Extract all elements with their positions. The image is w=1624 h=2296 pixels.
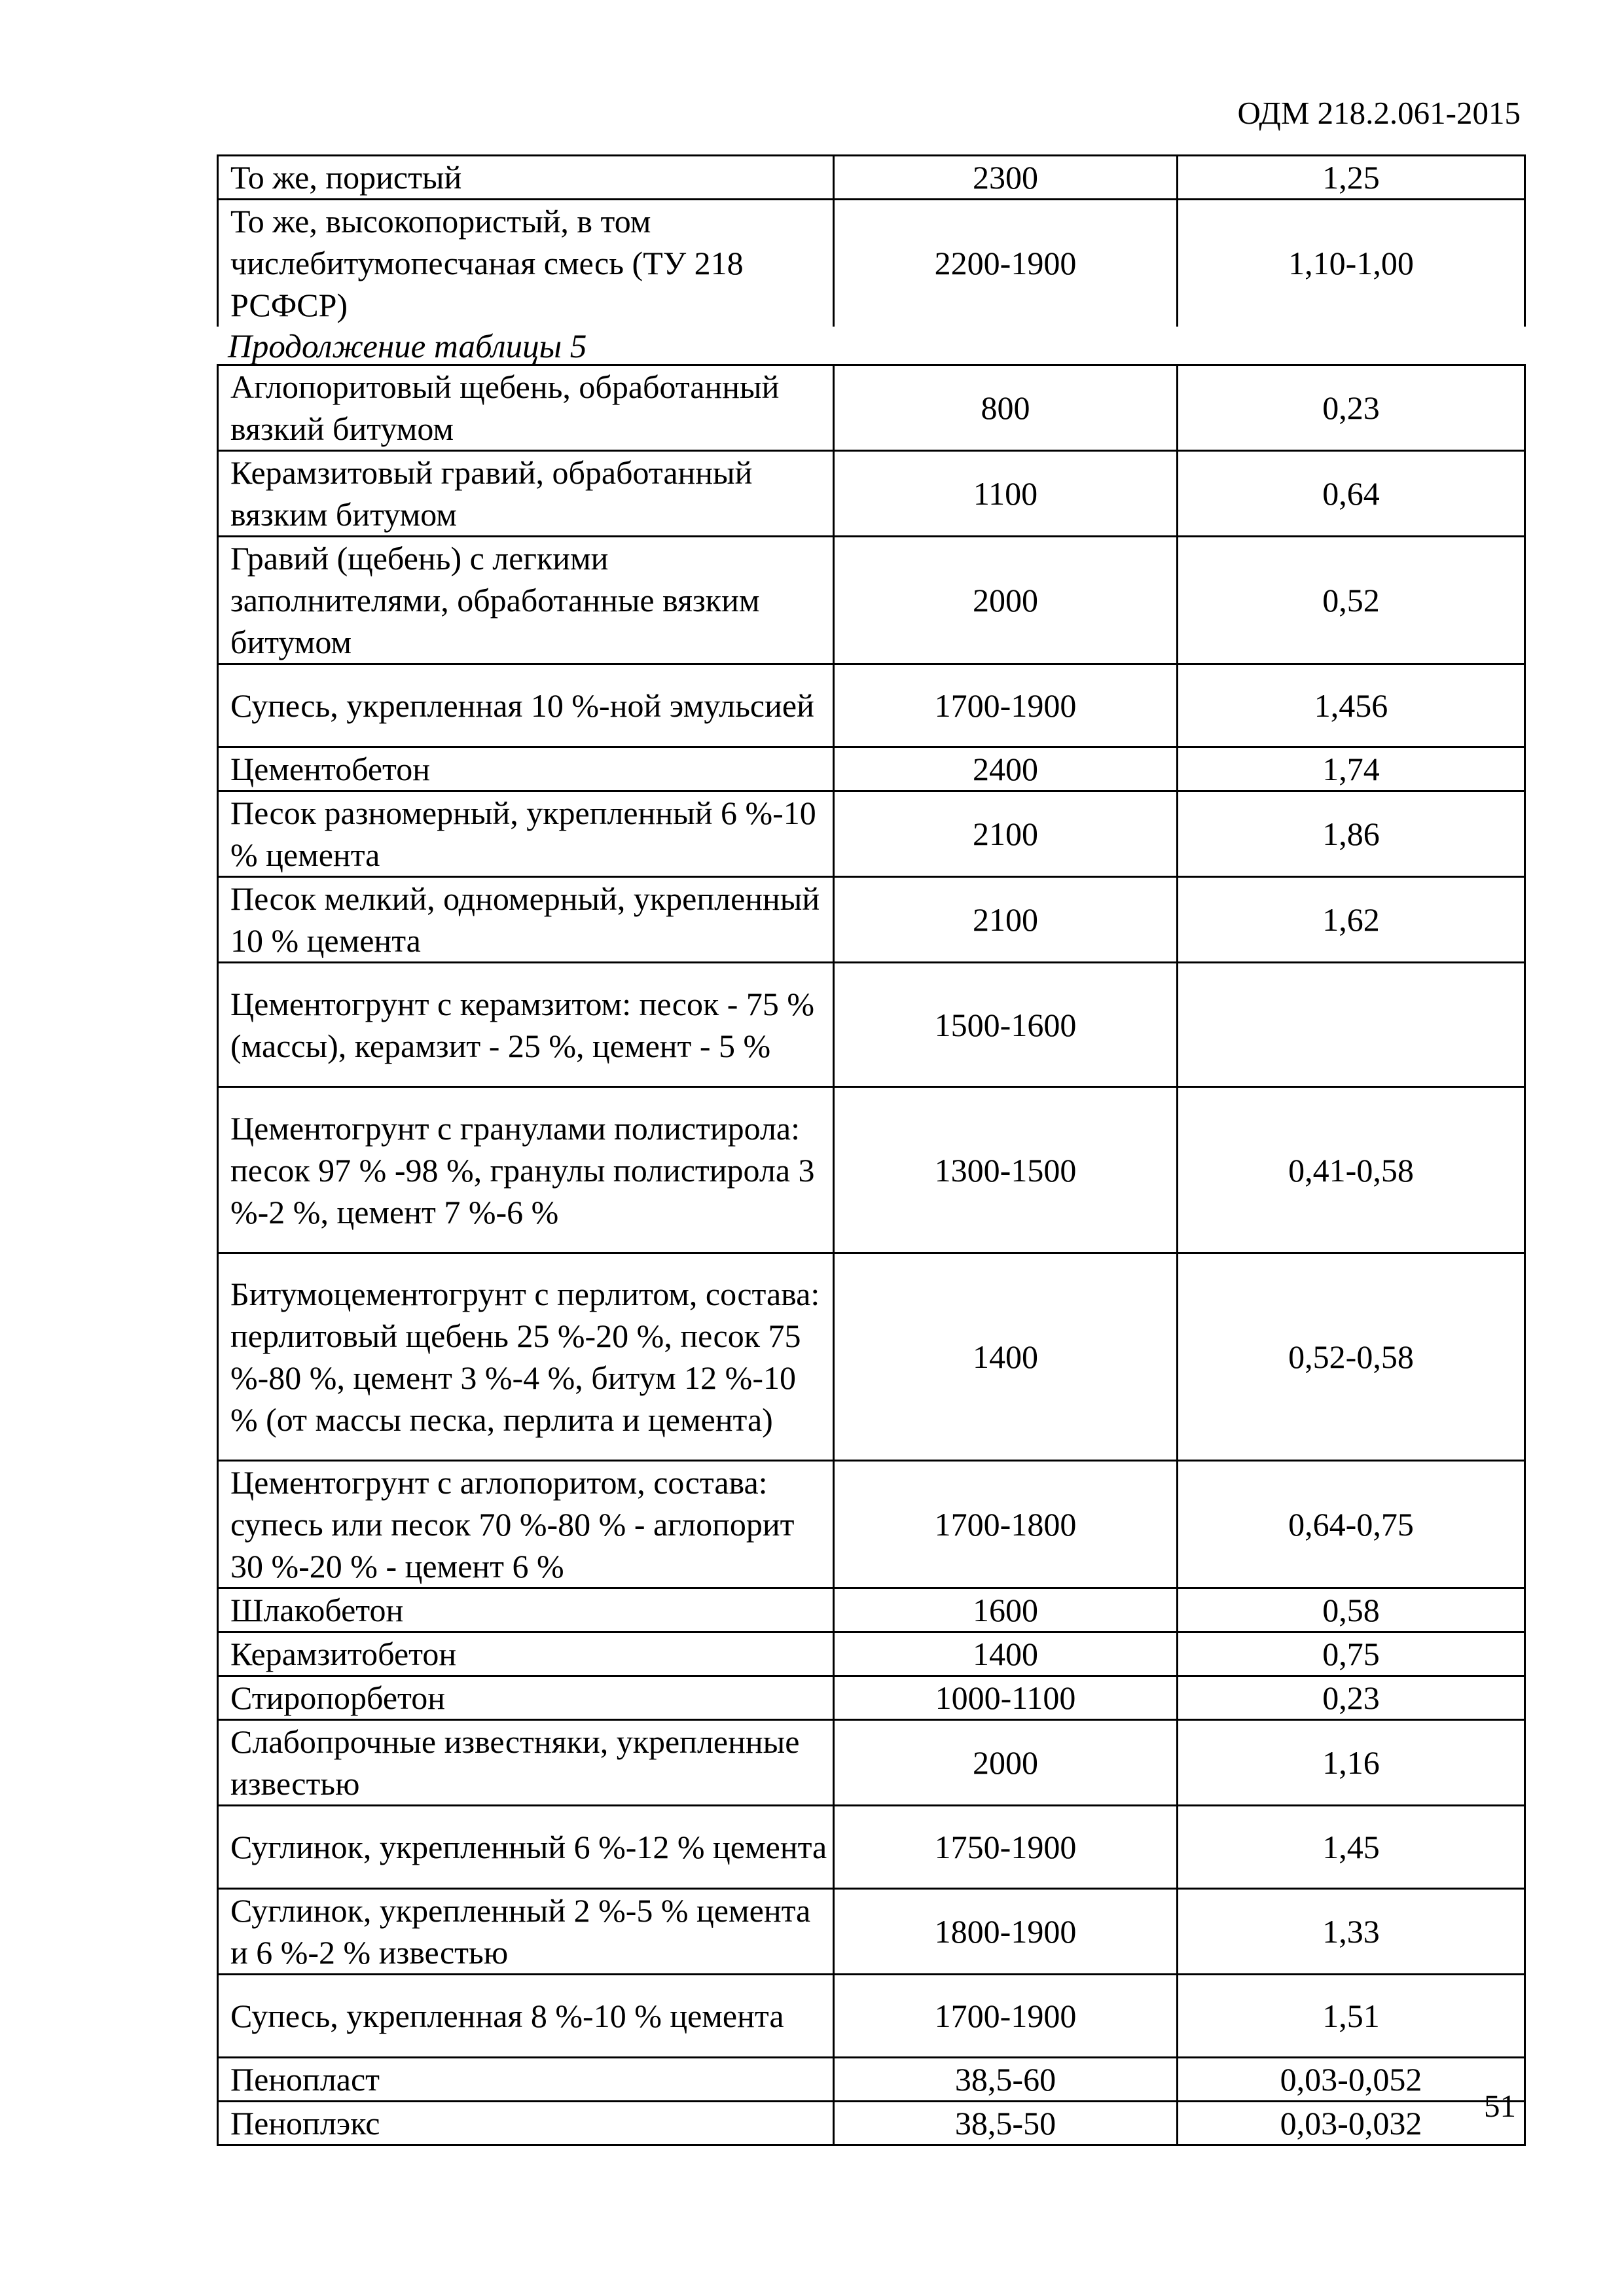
- modulus-cell: 1,86: [1178, 791, 1525, 877]
- density-cell: 2400: [834, 747, 1178, 791]
- density-cell: 800: [834, 365, 1178, 451]
- modulus-cell: 0,03-0,052: [1178, 2058, 1525, 2102]
- material-name-cell: Цементогрунт с гранулами полистирола: песок 97 % -98 %, гранулы полистирола 3 %-2 %, цемент 7 %-6 %: [218, 1087, 834, 1253]
- materials-table: [217, 364, 1526, 2146]
- table-continuation-label: Продолжение таблицы 5: [228, 329, 587, 365]
- table-row: [218, 1087, 1525, 1253]
- modulus-cell: 0,75: [1178, 1632, 1525, 1676]
- table-row: [218, 156, 1525, 200]
- density-cell: 2200-1900: [834, 200, 1178, 327]
- modulus-cell: 1,33: [1178, 1889, 1525, 1975]
- material-name-cell: Песок мелкий, одномерный, укрепленный 10 % цемента: [218, 877, 834, 963]
- material-name-cell: Песок разномерный, укрепленный 6 %-10 % цемента: [218, 791, 834, 877]
- table-row: [218, 2058, 1525, 2102]
- table-row: [218, 200, 1525, 327]
- modulus-cell: 1,456: [1178, 664, 1525, 747]
- density-cell: 1400: [834, 1253, 1178, 1461]
- material-name-cell: Супесь, укрепленная 10 %-ной эмульсией: [218, 664, 834, 747]
- modulus-cell: 0,23: [1178, 1676, 1525, 1720]
- material-name-cell: Цементогрунт с аглопоритом, состава: супесь или песок 70 %-80 % - аглопорит 30 %-20 % - цемент 6 %: [218, 1461, 834, 1588]
- table-row: [218, 451, 1525, 537]
- density-cell: 1100: [834, 451, 1178, 537]
- table-row: [218, 1588, 1525, 1632]
- table-row: [218, 1975, 1525, 2058]
- density-cell: 2300: [834, 156, 1178, 200]
- material-name-cell: Аглопоритовый щебень, обработанный вязкий битумом: [218, 365, 834, 451]
- material-name-cell: Слабопрочные известняки, укрепленные известью: [218, 1720, 834, 1806]
- density-cell: 1700-1900: [834, 664, 1178, 747]
- table-row: [218, 1253, 1525, 1461]
- modulus-cell: 0,64: [1178, 451, 1525, 537]
- density-cell: 2100: [834, 791, 1178, 877]
- table-row: [218, 1676, 1525, 1720]
- modulus-cell: 0,58: [1178, 1588, 1525, 1632]
- modulus-cell: 1,51: [1178, 1975, 1525, 2058]
- table-row: [218, 365, 1525, 451]
- density-cell: 1000-1100: [834, 1676, 1178, 1720]
- density-cell: 38,5-50: [834, 2102, 1178, 2145]
- table-row: [218, 1889, 1525, 1975]
- material-name-cell: Цементогрунт с керамзитом: песок - 75 % (массы), керамзит - 25 %, цемент - 5 %: [218, 963, 834, 1087]
- density-cell: 1600: [834, 1588, 1178, 1632]
- density-cell: 2100: [834, 877, 1178, 963]
- modulus-cell: 1,74: [1178, 747, 1525, 791]
- modulus-cell: 0,03-0,032: [1178, 2102, 1525, 2145]
- material-name-cell: То же, высокопористый, в том числебитумопесчаная смесь (ТУ 218 РСФСР): [218, 200, 834, 327]
- table-row: [218, 877, 1525, 963]
- page-number: 51: [1484, 2088, 1516, 2124]
- table-row: [218, 664, 1525, 747]
- material-name-cell: Стиропорбетон: [218, 1676, 834, 1720]
- density-cell: 38,5-60: [834, 2058, 1178, 2102]
- table-top-fragment: [217, 154, 1526, 327]
- material-name-cell: Керамзитобетон: [218, 1632, 834, 1676]
- document-code: ОДМ 218.2.061-2015: [1237, 95, 1521, 131]
- table-row: [218, 2102, 1525, 2145]
- modulus-cell: 0,41-0,58: [1178, 1087, 1525, 1253]
- density-cell: 1700-1900: [834, 1975, 1178, 2058]
- table-row: [218, 747, 1525, 791]
- table-row: [218, 1806, 1525, 1889]
- modulus-cell: 0,23: [1178, 365, 1525, 451]
- density-cell: 1800-1900: [834, 1889, 1178, 1975]
- table-row: [218, 1461, 1525, 1588]
- material-name-cell: Битумоцементогрунт с перлитом, состава: перлитовый щебень 25 %-20 %, песок 75 %-80 %, цемент 3 %-4 %, битум 12 %-10 % (от массы песка, перлита и цемента): [218, 1253, 834, 1461]
- modulus-cell: 0,52-0,58: [1178, 1253, 1525, 1461]
- modulus-cell: 0,64-0,75: [1178, 1461, 1525, 1588]
- density-cell: 1750-1900: [834, 1806, 1178, 1889]
- modulus-cell: 1,16: [1178, 1720, 1525, 1806]
- material-name-cell: Пенопласт: [218, 2058, 834, 2102]
- modulus-cell: 1,25: [1178, 156, 1525, 200]
- table-row: [218, 963, 1525, 1087]
- material-name-cell: Суглинок, укрепленный 6 %-12 % цемента: [218, 1806, 834, 1889]
- table-row: [218, 537, 1525, 664]
- density-cell: 2000: [834, 537, 1178, 664]
- modulus-cell: 1,10-1,00: [1178, 200, 1525, 327]
- table-row: [218, 791, 1525, 877]
- material-name-cell: Цементобетон: [218, 747, 834, 791]
- modulus-cell: [1178, 963, 1525, 1087]
- density-cell: 1500-1600: [834, 963, 1178, 1087]
- density-cell: 1300-1500: [834, 1087, 1178, 1253]
- material-name-cell: Пеноплэкс: [218, 2102, 834, 2145]
- density-cell: 2000: [834, 1720, 1178, 1806]
- materials-table-body: [218, 365, 1525, 2145]
- material-name-cell: Гравий (щебень) с легкими заполнителями, обработанные вязким битумом: [218, 537, 834, 664]
- modulus-cell: 1,45: [1178, 1806, 1525, 1889]
- table-row: [218, 1720, 1525, 1806]
- material-name-cell: Супесь, укрепленная 8 %-10 % цемента: [218, 1975, 834, 2058]
- material-name-cell: Суглинок, укрепленный 2 %-5 % цемента и 6 %-2 % известью: [218, 1889, 834, 1975]
- table-row: [218, 1632, 1525, 1676]
- density-cell: 1400: [834, 1632, 1178, 1676]
- material-name-cell: То же, пористый: [218, 156, 834, 200]
- density-cell: 1700-1800: [834, 1461, 1178, 1588]
- material-name-cell: Шлакобетон: [218, 1588, 834, 1632]
- modulus-cell: 1,62: [1178, 877, 1525, 963]
- modulus-cell: 0,52: [1178, 537, 1525, 664]
- material-name-cell: Керамзитовый гравий, обработанный вязким битумом: [218, 451, 834, 537]
